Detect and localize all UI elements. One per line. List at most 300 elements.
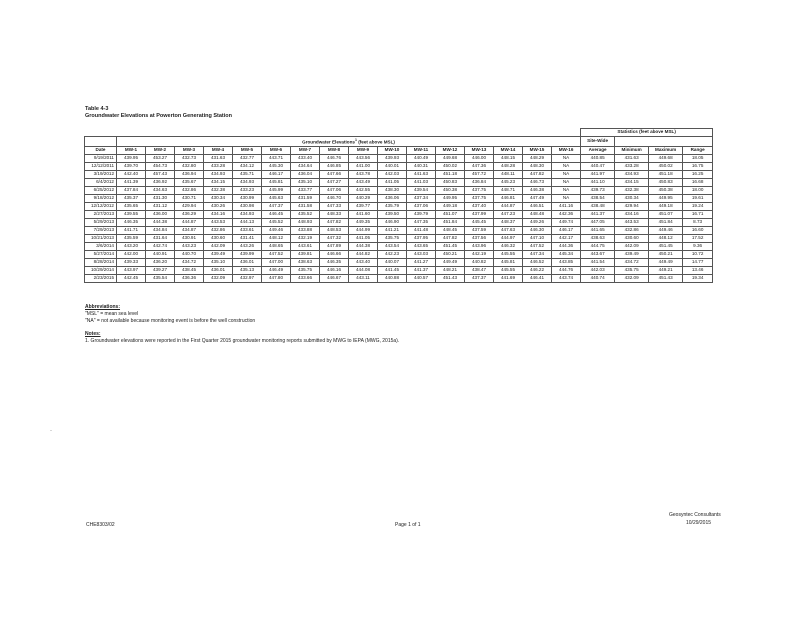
elevation-cell: 446.30 (523, 227, 552, 235)
well-column-header: MW-8 (320, 147, 349, 155)
site-wide-header: Site-Wide (581, 137, 615, 147)
elevation-cell: 442.17 (552, 235, 581, 243)
elevation-cell: 445.30 (262, 163, 291, 171)
footer-page-number: Page 1 of 1 (395, 522, 421, 528)
elevation-cell: 430.34 (204, 195, 233, 203)
elevation-cell: 443.40 (349, 259, 378, 267)
elevation-cell: 435.10 (204, 259, 233, 267)
elevation-cell: 448.65 (262, 243, 291, 251)
statistic-cell: 16.60 (683, 227, 713, 235)
elevation-cell: 430.26 (204, 203, 233, 211)
elevation-cell: 441.39 (117, 179, 146, 187)
elevation-cell: 445.23 (494, 179, 523, 187)
elevation-cell: 451.07 (436, 211, 465, 219)
elevation-cell: 447.82 (523, 171, 552, 179)
elevation-cell: 437.40 (465, 203, 494, 211)
elevation-cell: 446.49 (262, 267, 291, 275)
elevation-cell: 432.73 (175, 155, 204, 163)
elevation-cell: 441.16 (552, 203, 581, 211)
date-cell: 5/27/2014 (85, 251, 117, 259)
elevation-cell: 438.45 (175, 267, 204, 275)
statistic-cell: 440.47 (581, 163, 615, 171)
date-cell: 3/6/2014 (85, 243, 117, 251)
elevation-cell: 439.99 (233, 251, 262, 259)
elevation-cell: NA (552, 179, 581, 187)
stats-group-header: Statistics (feet above MSL) (581, 129, 713, 137)
elevation-cell: 457.43 (146, 171, 175, 179)
elevation-cell: 438.30 (378, 187, 407, 195)
date-cell: 12/12/2011 (85, 163, 117, 171)
elevation-cell: 439.49 (204, 251, 233, 259)
statistic-cell: 16.75 (683, 163, 713, 171)
statistic-cell: 8.73 (683, 219, 713, 227)
elevation-cell: 448.12 (262, 235, 291, 243)
table-row (85, 179, 713, 187)
date-cell: 3/19/2012 (85, 171, 117, 179)
elevation-cell: NA (552, 195, 581, 203)
elevation-cell: 448.33 (320, 211, 349, 219)
elevation-cell: 441.60 (349, 211, 378, 219)
elevation-cell: 449.74 (552, 219, 581, 227)
elevation-cell: 437.56 (465, 235, 494, 243)
elevation-cell: 446.51 (523, 203, 552, 211)
elevation-cell: 431.63 (204, 155, 233, 163)
elevation-cell: 447.52 (523, 243, 552, 251)
elevation-cell: 450.83 (436, 179, 465, 187)
groundwater-elevation-table (84, 128, 713, 283)
elevation-cell: 448.45 (436, 227, 465, 235)
statistic-cell: 16.71 (683, 211, 713, 219)
elevation-cell: 437.75 (465, 187, 494, 195)
elevation-cell: 443.49 (349, 179, 378, 187)
elevation-cell: 440.01 (378, 163, 407, 171)
elevation-cell: 434.87 (175, 227, 204, 235)
elevation-cell: 438.47 (465, 267, 494, 275)
footer-doc-id: CHE8303/02 (86, 522, 115, 528)
elevation-cell: 446.22 (523, 267, 552, 275)
elevation-cell: 432.80 (175, 163, 204, 171)
stat-column-header: Average (581, 147, 615, 155)
elevation-cell: 446.90 (378, 219, 407, 227)
elevation-cell: 448.53 (320, 227, 349, 235)
elevation-cell: 443.74 (552, 275, 581, 283)
elevation-cell: 447.10 (523, 235, 552, 243)
table-row (85, 187, 713, 195)
statistic-cell: 13.46 (683, 267, 713, 275)
elevation-cell: 447.63 (494, 227, 523, 235)
elevation-cell: 434.93 (204, 171, 233, 179)
elevation-cell: 432.38 (204, 187, 233, 195)
elevation-cell: 443.97 (117, 267, 146, 275)
statistic-cell: 448.12 (649, 235, 683, 243)
statistic-cell: 449.18 (649, 203, 683, 211)
footer-date: 10/29/2015 (686, 520, 712, 526)
statistic-cell: 451.18 (649, 171, 683, 179)
elevation-cell: 447.80 (262, 275, 291, 283)
elevation-cell: 443.23 (175, 243, 204, 251)
elevation-cell: 433.88 (291, 227, 320, 235)
elevation-cell: 447.36 (465, 163, 494, 171)
elevation-cell: 440.57 (407, 275, 436, 283)
elevation-cell: 453.27 (146, 155, 175, 163)
well-column-header: MW-15 (523, 147, 552, 155)
elevation-cell: 432.97 (233, 275, 262, 283)
elevation-cell: 447.35 (407, 219, 436, 227)
well-column-header: MW-10 (378, 147, 407, 155)
elevation-cell: 441.03 (407, 179, 436, 187)
table-row (85, 219, 713, 227)
statistic-cell: 432.86 (615, 227, 649, 235)
statistic-cell: 447.05 (581, 219, 615, 227)
statistic-cell: 16.68 (683, 179, 713, 187)
header-row-2 (85, 137, 713, 147)
column-header-row (85, 147, 713, 155)
elevation-cell: 439.54 (407, 187, 436, 195)
elevation-cell: 437.95 (407, 235, 436, 243)
statistic-cell: 19.34 (683, 275, 713, 283)
table-title (85, 106, 232, 120)
elevation-cell: 445.63 (262, 195, 291, 203)
elevation-cell: 445.52 (262, 219, 291, 227)
elevation-cell: 448.11 (494, 171, 523, 179)
elevation-cell: 443.96 (465, 243, 494, 251)
elevation-cell: 436.06 (378, 195, 407, 203)
date-cell: 6/4/2012 (85, 179, 117, 187)
elevation-cell: 436.92 (146, 179, 175, 187)
elevation-cell: 447.00 (262, 259, 291, 267)
well-column-header: MW-11 (407, 147, 436, 155)
elevation-cell: 436.01 (233, 259, 262, 267)
elevation-cell: 434.93 (233, 211, 262, 219)
statistic-cell: 439.49 (615, 251, 649, 259)
table-row (85, 155, 713, 163)
elevation-cell: 441.37 (407, 267, 436, 275)
statistic-cell: 10.72 (683, 251, 713, 259)
elevation-cell: 439.93 (378, 155, 407, 163)
abbreviations-list (85, 311, 399, 325)
elevation-cell: 449.26 (523, 219, 552, 227)
elevation-cell: 435.71 (233, 171, 262, 179)
elevation-cell: 444.08 (349, 267, 378, 275)
elevation-cell: 447.27 (320, 179, 349, 187)
elevation-cell: 434.15 (204, 179, 233, 187)
well-column-header: MW-7 (291, 147, 320, 155)
elevation-cell: 448.71 (494, 187, 523, 195)
statistic-cell: 449.46 (649, 227, 683, 235)
elevation-cell: 433.66 (291, 275, 320, 283)
statistic-cell: 444.75 (581, 243, 615, 251)
elevation-cell: 443.53 (204, 219, 233, 227)
statistic-cell: 432.09 (615, 275, 649, 283)
well-column-header: MW-9 (349, 147, 378, 155)
elevation-cell: 434.93 (233, 179, 262, 187)
elevation-cell: 440.82 (465, 259, 494, 267)
date-cell: 10/29/2014 (85, 267, 117, 275)
elevation-cell: 447.37 (262, 203, 291, 211)
elevation-cell: 437.99 (465, 211, 494, 219)
elevation-cell: 444.38 (349, 243, 378, 251)
elevation-cell: 441.00 (349, 163, 378, 171)
elevation-cell: 442.09 (204, 243, 233, 251)
statistic-cell: 9.36 (683, 243, 713, 251)
elevation-cell: 448.15 (494, 155, 523, 163)
statistic-cell: 450.02 (649, 163, 683, 171)
statistic-cell: 16.25 (683, 171, 713, 179)
date-cell: 5/29/2013 (85, 219, 117, 227)
elevation-cell: 438.63 (291, 259, 320, 267)
elevation-cell: 433.77 (291, 187, 320, 195)
statistic-cell: 14.77 (683, 259, 713, 267)
elevation-cell: 435.52 (291, 211, 320, 219)
elevation-cell: NA (552, 155, 581, 163)
elevation-cell: 442.55 (349, 187, 378, 195)
notes-heading: Notes: (85, 331, 101, 337)
elevation-cell: 436.94 (175, 171, 204, 179)
statistic-cell: 443.67 (581, 251, 615, 259)
elevation-cell: 443.11 (349, 275, 378, 283)
table-row (85, 203, 713, 211)
elevation-cell: 443.56 (349, 155, 378, 163)
header-row-1 (85, 129, 713, 137)
elevation-cell: 430.60 (204, 235, 233, 243)
table-row (85, 171, 713, 179)
elevation-cell: 446.66 (320, 251, 349, 259)
elevation-cell: 446.32 (494, 243, 523, 251)
elevation-cell: 446.67 (320, 275, 349, 283)
elevation-cell: 447.34 (523, 251, 552, 259)
elevation-cell: 440.70 (175, 251, 204, 259)
elevation-cell: 448.37 (494, 219, 523, 227)
elevation-cell: 435.65 (117, 203, 146, 211)
statistic-cell: 441.10 (581, 179, 615, 187)
statistic-cell: 441.54 (581, 259, 615, 267)
elevation-cell: 444.87 (175, 219, 204, 227)
elevation-cell: 432.09 (204, 275, 233, 283)
statistic-cell: 449.95 (649, 195, 683, 203)
table-body (85, 155, 713, 283)
elevation-cell: 441.27 (407, 259, 436, 267)
elevation-cell: 443.61 (291, 243, 320, 251)
elevation-cell: 447.32 (320, 235, 349, 243)
elevation-cell: 446.81 (494, 195, 523, 203)
elevation-cell: 447.49 (523, 195, 552, 203)
elevation-cell: 448.21 (436, 267, 465, 275)
date-column-header: Date (85, 147, 117, 155)
elevation-cell: 435.54 (146, 275, 175, 283)
table-row (85, 235, 713, 243)
elevation-cell: 448.29 (523, 155, 552, 163)
elevation-cell: 431.30 (146, 195, 175, 203)
elevation-cell: 446.35 (117, 219, 146, 227)
elevation-cell: 445.55 (494, 251, 523, 259)
elevation-cell: 446.35 (320, 259, 349, 267)
elevation-cell: 446.70 (320, 195, 349, 203)
elevation-cell: 442.36 (552, 211, 581, 219)
elevation-cell: 442.03 (378, 171, 407, 179)
date-cell: 6/25/2012 (85, 187, 117, 195)
elevation-cell: 437.59 (465, 227, 494, 235)
well-column-header: MW-4 (204, 147, 233, 155)
elevation-cell: 436.20 (146, 259, 175, 267)
footer-company: Geosyntec Consultants (669, 512, 721, 518)
well-column-header: MW-16 (552, 147, 581, 155)
elevation-cell: 451.43 (436, 275, 465, 283)
elevation-cell: 451.18 (436, 171, 465, 179)
elevation-cell: 435.13 (233, 267, 262, 275)
elevation-cell: NA (552, 163, 581, 171)
well-column-header: MW-14 (494, 147, 523, 155)
scan-mark: - (50, 428, 52, 434)
statistic-cell: 18.00 (683, 187, 713, 195)
elevation-cell: 437.06 (407, 203, 436, 211)
elevation-cell: 444.76 (552, 267, 581, 275)
elevation-cell: 440.91 (146, 251, 175, 259)
elevation-cell: 439.95 (117, 155, 146, 163)
elevation-cell: 447.66 (320, 171, 349, 179)
statistic-cell: 434.93 (615, 171, 649, 179)
elevation-cell: 431.58 (291, 203, 320, 211)
date-cell: 10/21/2013 (85, 235, 117, 243)
elevation-cell: 443.20 (117, 243, 146, 251)
stat-column-header: Range (683, 147, 713, 155)
elevation-cell: 432.86 (204, 227, 233, 235)
elevation-cell: 444.87 (494, 203, 523, 211)
elevation-cell: 445.81 (494, 259, 523, 267)
elevation-cell: 441.69 (494, 275, 523, 283)
elevation-cell: 433.28 (204, 163, 233, 171)
elevation-cell: 441.05 (349, 235, 378, 243)
elevation-cell: 447.52 (262, 251, 291, 259)
statistic-cell: 439.73 (581, 187, 615, 195)
elevation-cell: 447.89 (320, 243, 349, 251)
statistic-cell: 449.21 (649, 267, 683, 275)
statistic-cell: 429.94 (615, 203, 649, 211)
elevation-cell: 441.05 (378, 179, 407, 187)
elevation-cell: 440.31 (407, 163, 436, 171)
elevation-cell: 432.77 (233, 155, 262, 163)
elevation-cell: 442.74 (146, 243, 175, 251)
table-row (85, 163, 713, 171)
elevation-cell: 435.67 (175, 179, 204, 187)
statistic-cell: 430.60 (615, 235, 649, 243)
elevation-cell: 446.00 (465, 155, 494, 163)
elevation-cell: 429.94 (175, 203, 204, 211)
elevation-cell: 439.79 (407, 211, 436, 219)
elevation-cell: 430.99 (233, 195, 262, 203)
well-column-header: MW-5 (233, 147, 262, 155)
date-cell: 9/19/2011 (85, 155, 117, 163)
statistic-cell: 450.38 (649, 187, 683, 195)
elevation-cell: 446.76 (320, 155, 349, 163)
statistic-cell: 435.75 (615, 267, 649, 275)
elevation-cell: 432.19 (291, 235, 320, 243)
statistic-cell: 451.84 (649, 219, 683, 227)
elevation-cell: 446.17 (262, 171, 291, 179)
elevation-cell: 450.38 (436, 187, 465, 195)
table-row (85, 267, 713, 275)
elevation-cell: 440.29 (349, 195, 378, 203)
elevation-cell: 440.07 (378, 259, 407, 267)
elevation-cell: 443.26 (233, 243, 262, 251)
elevation-cell: 430.98 (233, 203, 262, 211)
statistic-cell: 451.07 (649, 211, 683, 219)
elevation-cell: 451.84 (436, 219, 465, 227)
statistic-cell: 450.83 (649, 179, 683, 187)
note-item: 1. Groundwater elevations were reported in the First Quarter 2015 groundwater monitoring reports submitted by MWG to IEPA (MWG, 2015a). (85, 338, 400, 344)
statistic-cell: 18.05 (683, 155, 713, 163)
elevation-cell: 431.64 (146, 235, 175, 243)
elevation-cell: 437.37 (465, 275, 494, 283)
table-number: Table 4-3 (85, 106, 109, 112)
elevation-cell: 436.00 (146, 211, 175, 219)
notes-section (85, 304, 399, 345)
elevation-cell: 435.59 (117, 235, 146, 243)
statistic-cell: 438.63 (581, 235, 615, 243)
statistic-cell: 430.34 (615, 195, 649, 203)
date-cell: 7/29/2013 (85, 227, 117, 235)
elevation-cell: 441.71 (117, 227, 146, 235)
elevation-cell: 444.13 (233, 219, 262, 227)
elevation-cell: 441.45 (378, 267, 407, 275)
statistic-cell: 450.21 (649, 251, 683, 259)
elevation-cell: 435.75 (378, 235, 407, 243)
elevation-cell: 449.95 (436, 195, 465, 203)
elevation-cell: 442.19 (465, 251, 494, 259)
elevation-cell: 435.79 (378, 203, 407, 211)
elevation-cell: 449.68 (436, 155, 465, 163)
elevation-cell: 439.55 (117, 211, 146, 219)
statistic-cell: 449.68 (649, 155, 683, 163)
elevation-cell: 439.50 (378, 211, 407, 219)
elevation-cell: 446.17 (552, 227, 581, 235)
elevation-cell: 445.34 (552, 251, 581, 259)
statistic-cell: 441.65 (581, 227, 615, 235)
elevation-cell: 431.59 (291, 195, 320, 203)
elevation-cell: 447.23 (494, 211, 523, 219)
statistic-cell: 451.43 (649, 275, 683, 283)
elevation-cell: 442.45 (117, 275, 146, 283)
elevation-cell: 442.23 (378, 251, 407, 259)
statistic-cell: 443.53 (615, 219, 649, 227)
elevation-cell: 440.49 (407, 155, 436, 163)
elevation-cell: 437.84 (117, 187, 146, 195)
elevation-cell: 446.85 (320, 163, 349, 171)
statistic-cell: 434.72 (615, 259, 649, 267)
elevation-cell: 443.54 (378, 243, 407, 251)
elevation-cell: 445.55 (494, 267, 523, 275)
elevation-cell: 448.48 (523, 211, 552, 219)
elevation-cell: 434.84 (146, 227, 175, 235)
elevation-cell: 443.78 (349, 171, 378, 179)
elevation-cell: NA (552, 171, 581, 179)
statistic-cell: 434.15 (615, 179, 649, 187)
elevation-cell: 449.46 (262, 227, 291, 235)
notes-list (85, 338, 399, 345)
table-row (85, 227, 713, 235)
elevation-cell: 439.27 (146, 267, 175, 275)
elevation-cell: 435.10 (291, 179, 320, 187)
elevation-cell: 444.38 (146, 219, 175, 227)
elevation-cell: 440.88 (378, 275, 407, 283)
elevation-cell: 433.61 (233, 227, 262, 235)
well-column-header: MW-12 (436, 147, 465, 155)
statistic-cell: 431.63 (615, 155, 649, 163)
elevation-cell: 433.23 (233, 187, 262, 195)
statistic-cell: 441.37 (581, 211, 615, 219)
elevation-cell: 450.02 (436, 163, 465, 171)
elevation-cell: 434.72 (175, 259, 204, 267)
elevation-cell: 434.63 (146, 187, 175, 195)
